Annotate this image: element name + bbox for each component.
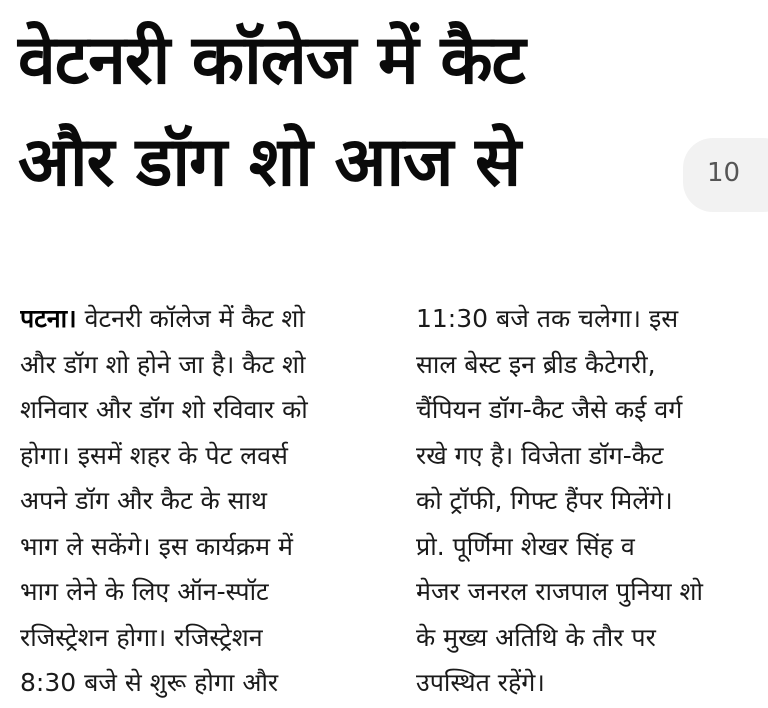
article-headline [18,10,718,214]
body-line: और डॉग शो होने जा है। कैट शो [20,349,306,379]
headline-line-2: और डॉग शो आज से [18,123,521,202]
body-line: होगा। इसमें शहर के पेट लवर्स [20,440,288,470]
body-line [20,296,378,342]
body-line: प्रो. पूर्णिमा शेखर सिंह व [416,531,635,561]
body-text: वेटनरी कॉलेज में कैट शो [76,304,305,333]
dateline: पटना। [20,304,77,333]
page-number-badge [683,138,768,212]
body-line: के मुख्य अतिथि के तौर पर [416,622,656,652]
body-line: साल बेस्ट इन ब्रीड कैटेगरी, [416,349,656,379]
headline-line-1: वेटनरी कॉलेज में कैट [18,21,525,100]
body-line: भाग लेने के लिए ऑन-स्पॉट [20,577,269,606]
body-line: शनिवार और डॉग शो रविवार को [20,395,308,424]
body-line: अपने डॉग और कैट के साथ [20,486,267,515]
article-body-left-column [20,296,378,706]
body-line: भाग ले सकेंगे। इस कार्यक्रम में [20,531,293,561]
body-line: को ट्रॉफी, गिफ्ट हैंपर मिलेंगे। [416,486,673,515]
body-line: मेजर जनरल राजपाल पुनिया शो [416,577,703,606]
body-line: रजिस्ट्रेशन होगा। रजिस्ट्रेशन [20,622,263,652]
body-line: उपस्थित रहेंगे। [416,668,545,697]
article-body-right-column [416,296,766,706]
body-line: 8:30 बजे से शुरू होगा और [20,668,279,697]
page-number: 10 [707,158,741,188]
body-line: रखे गए है। विजेता डॉग-कैट [416,440,664,470]
body-line: चैंपियन डॉग-कैट जैसे कई वर्ग [416,395,683,424]
body-line: 11:30 बजे तक चलेगा। इस [416,304,679,333]
